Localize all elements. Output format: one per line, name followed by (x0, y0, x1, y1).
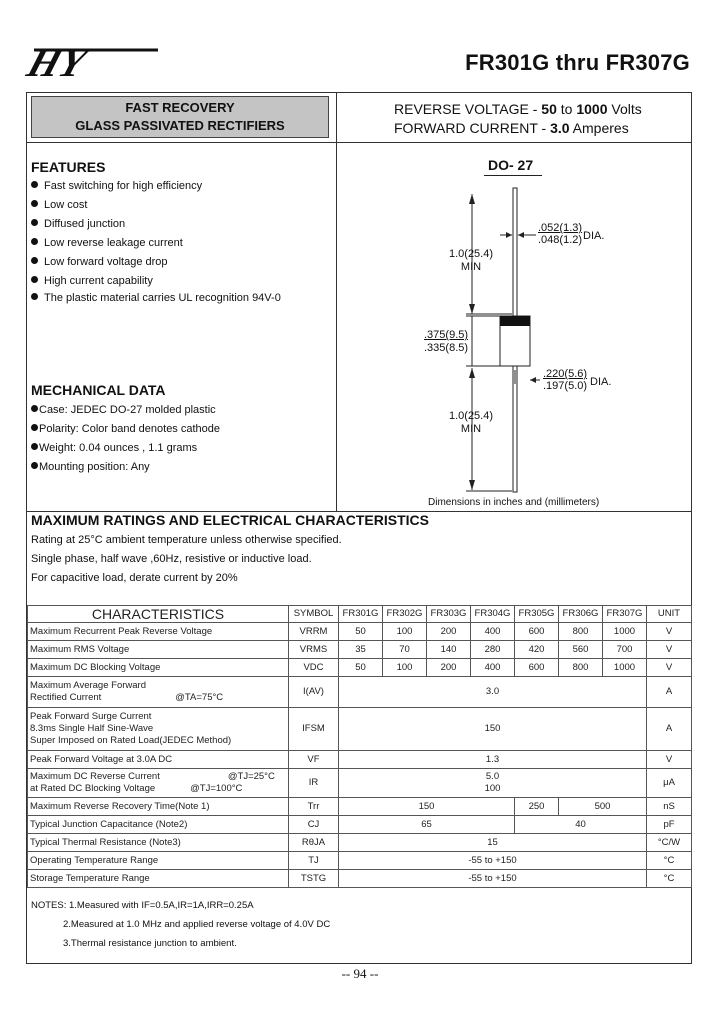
rv-max: 1000 (576, 101, 608, 117)
rv-unit: Volts (611, 101, 642, 117)
dia-label: DIA. (583, 230, 605, 242)
feature-item: High current capability (31, 275, 281, 292)
rv-label: REVERSE VOLTAGE - (394, 101, 538, 117)
row-label: Maximum RMS Voltage (28, 641, 289, 659)
row-label: Peak Forward Surge Current 8.3ms Single Half Sine-Wave Super Imposed on Rated Load(JEDEC Method) (28, 708, 289, 751)
col-characteristics: CHARACTERISTICS (28, 606, 289, 623)
mechanical-item: Mounting position: Any (31, 461, 220, 480)
feature-item: Low cost (31, 199, 281, 218)
top-lead (513, 188, 517, 316)
bottom-lead (513, 366, 517, 492)
row-unit: A (647, 677, 692, 708)
feature-item: Fast switching for high efficiency (31, 180, 281, 199)
notes (31, 896, 330, 953)
row-unit: V (647, 623, 692, 641)
bullet-icon (31, 200, 38, 207)
row-label: Typical Thermal Resistance (Note3) (28, 834, 289, 852)
fc-label: FORWARD CURRENT - (394, 120, 547, 136)
row-unit: V (647, 751, 692, 769)
bullet-icon (31, 462, 38, 469)
row-unit: nS (647, 798, 692, 816)
col-part: FR307G (603, 606, 647, 623)
logo-text: HY (22, 39, 93, 85)
bullet-icon (31, 405, 38, 412)
fc-unit: Amperes (572, 120, 629, 136)
table-row: Storage Temperature Range TSTG -55 to +150 °C (28, 870, 692, 888)
arrow-head (469, 194, 475, 204)
col-part: FR303G (427, 606, 471, 623)
bullet-icon (31, 276, 38, 283)
bullet-icon (31, 238, 38, 245)
mechanical-item: Weight: 0.04 ounces , 1.1 grams (31, 442, 220, 461)
row-unit: V (647, 659, 692, 677)
mechanical-list (31, 404, 220, 480)
package-name: DO- 27 (488, 157, 534, 173)
characteristics-table (27, 605, 692, 888)
col-part: FR304G (471, 606, 515, 623)
brand-logo (22, 39, 162, 85)
page-number: -- 94 -- (341, 966, 379, 981)
col-unit: UNIT (647, 606, 692, 623)
arrow-head (530, 377, 536, 383)
note-3: 3.Thermal resistance junction to ambient. (63, 938, 237, 949)
table-row: Peak Forward Surge Current 8.3ms Single Half Sine-Wave Super Imposed on Rated Load(JEDEC Method) IFSM 150 A (28, 708, 692, 751)
note-2: 2.Measured at 1.0 MHz and applied reverse voltage of 4.0V DC (63, 919, 331, 930)
table-row: Maximum RMS Voltage VRMS 35 70 140 280 420 560 700 V (28, 641, 692, 659)
product-line2: GLASS PASSIVATED RECTIFIERS (75, 118, 285, 133)
col-symbol: SYMBOL (289, 606, 339, 623)
fc-value: 3.0 (550, 120, 570, 136)
table-row: Typical Junction Capacitance (Note2) CJ 65 40 pF (28, 816, 692, 834)
dia-label-2: DIA. (590, 376, 612, 388)
lead-diameter-dims (538, 222, 582, 246)
body-length-dims: .375(9.5) .335(8.5) (424, 329, 469, 354)
arrow-head (518, 232, 524, 238)
lead-dia-max: .052(1.3) (538, 222, 583, 234)
table-row: Maximum DC Blocking Voltage VDC 50 100 200 400 600 800 1000 V (28, 659, 692, 677)
arrow-head (469, 368, 475, 378)
forward-current-spec (394, 120, 629, 136)
row-label: Maximum Recurrent Peak Reverse Voltage (28, 623, 289, 641)
row-label: Storage Temperature Range (28, 870, 289, 888)
bullet-icon (31, 257, 38, 264)
row-symbol: TJ (289, 852, 339, 870)
col-part: FR305G (515, 606, 559, 623)
col-part: FR301G (339, 606, 383, 623)
row-symbol: VRRM (289, 623, 339, 641)
rating-note: For capacitive load, derate current by 20% (31, 572, 238, 584)
row-symbol: RθJA (289, 834, 339, 852)
ratings-heading: MAXIMUM RATINGS AND ELECTRICAL CHARACTERISTICS (31, 512, 429, 528)
table-row: Maximum DC Reverse Current @TJ=25°C at Rated DC Blocking Voltage @TJ=100°C IR 5.0 100 μA (28, 769, 692, 798)
row-symbol: IR (289, 769, 339, 798)
arrow-head (469, 304, 475, 314)
row-unit: A (647, 708, 692, 751)
features-list (31, 180, 281, 309)
row-label: Maximum DC Blocking Voltage (28, 659, 289, 677)
row-unit: °C (647, 852, 692, 870)
body-diameter-dims: .220(5.6) .197(5.0) (543, 368, 588, 392)
feature-item: Low reverse leakage current (31, 237, 281, 256)
table-row: Peak Forward Voltage at 3.0A DC VF 1.3 V (28, 751, 692, 769)
row-label: Operating Temperature Range (28, 852, 289, 870)
row-symbol: TSTG (289, 870, 339, 888)
row-symbol: Trr (289, 798, 339, 816)
table-row: Typical Thermal Resistance (Note3) RθJA 15 °C/W (28, 834, 692, 852)
row-label: Maximum DC Reverse Current @TJ=25°C at Rated DC Blocking Voltage @TJ=100°C (28, 769, 289, 798)
feature-item: Diffused junction (31, 218, 281, 237)
bullet-icon (31, 424, 38, 431)
row-symbol: VDC (289, 659, 339, 677)
dimensions-caption: Dimensions in inches and (millimeters) (428, 497, 600, 508)
table-row: Maximum Reverse Recovery Time(Note 1) Trr 150 250 500 nS (28, 798, 692, 816)
table-row: Maximum Average Forward Rectified Current @TA=75°C I(AV) 3.0 A (28, 677, 692, 708)
table-header-row (28, 606, 692, 623)
rv-min: 50 (541, 101, 557, 117)
rating-note: Single phase, half wave ,60Hz, resistive or inductive load. (31, 553, 312, 565)
table-row: Maximum Recurrent Peak Reverse Voltage VRRM 50 100 200 400 600 800 1000 V (28, 623, 692, 641)
product-title-box (31, 96, 329, 138)
row-unit: μA (647, 769, 692, 798)
product-line1: FAST RECOVERY (125, 100, 235, 115)
note-1: NOTES: 1.Measured with IF=0.5A,IR=1A,IRR=0.25A (31, 900, 254, 911)
mechanical-heading: MECHANICAL DATA (31, 382, 166, 398)
mechanical-item: Polarity: Color band denotes cathode (31, 423, 220, 442)
lead-dia-min: .048(1.2) (538, 234, 583, 246)
table-row: Operating Temperature Range TJ -55 to +150 °C (28, 852, 692, 870)
divider (336, 92, 337, 511)
features-heading: FEATURES (31, 159, 106, 175)
rating-note: Rating at 25°C ambient temperature unless otherwise specified. (31, 534, 342, 546)
cathode-band (500, 316, 530, 326)
row-label: Maximum Reverse Recovery Time(Note 1) (28, 798, 289, 816)
row-unit: °C/W (647, 834, 692, 852)
col-part: FR302G (383, 606, 427, 623)
row-symbol: IFSM (289, 708, 339, 751)
row-label: Peak Forward Voltage at 3.0A DC (28, 751, 289, 769)
reverse-voltage-spec (394, 101, 642, 117)
row-unit: pF (647, 816, 692, 834)
row-unit: °C (647, 870, 692, 888)
bullet-icon (31, 181, 38, 188)
row-unit: V (647, 641, 692, 659)
feature-item: The plastic material carries UL recognition 94V-0 (31, 292, 281, 309)
arrow-head (506, 232, 512, 238)
rv-to: to (560, 101, 573, 117)
row-label: Maximum Average Forward Rectified Current @TA=75°C (28, 677, 289, 708)
do27-outline-drawing (340, 180, 690, 500)
row-symbol: VF (289, 751, 339, 769)
arrow-head (469, 480, 475, 490)
row-symbol: I(AV) (289, 677, 339, 708)
bullet-icon (31, 293, 38, 300)
row-symbol: VRMS (289, 641, 339, 659)
bullet-icon (31, 219, 38, 226)
divider (26, 142, 692, 143)
col-part: FR306G (559, 606, 603, 623)
row-label: Typical Junction Capacitance (Note2) (28, 816, 289, 834)
row-symbol: CJ (289, 816, 339, 834)
lead-length-bottom: 1.0(25.4) MIN (448, 410, 494, 435)
page-title: FR301G thru FR307G (465, 50, 690, 75)
mechanical-item: Case: JEDEC DO-27 molded plastic (31, 404, 220, 423)
lead-length-top: 1.0(25.4) MIN (448, 248, 494, 273)
bullet-icon (31, 443, 38, 450)
feature-item: Low forward voltage drop (31, 256, 281, 275)
package-underline (484, 175, 542, 176)
